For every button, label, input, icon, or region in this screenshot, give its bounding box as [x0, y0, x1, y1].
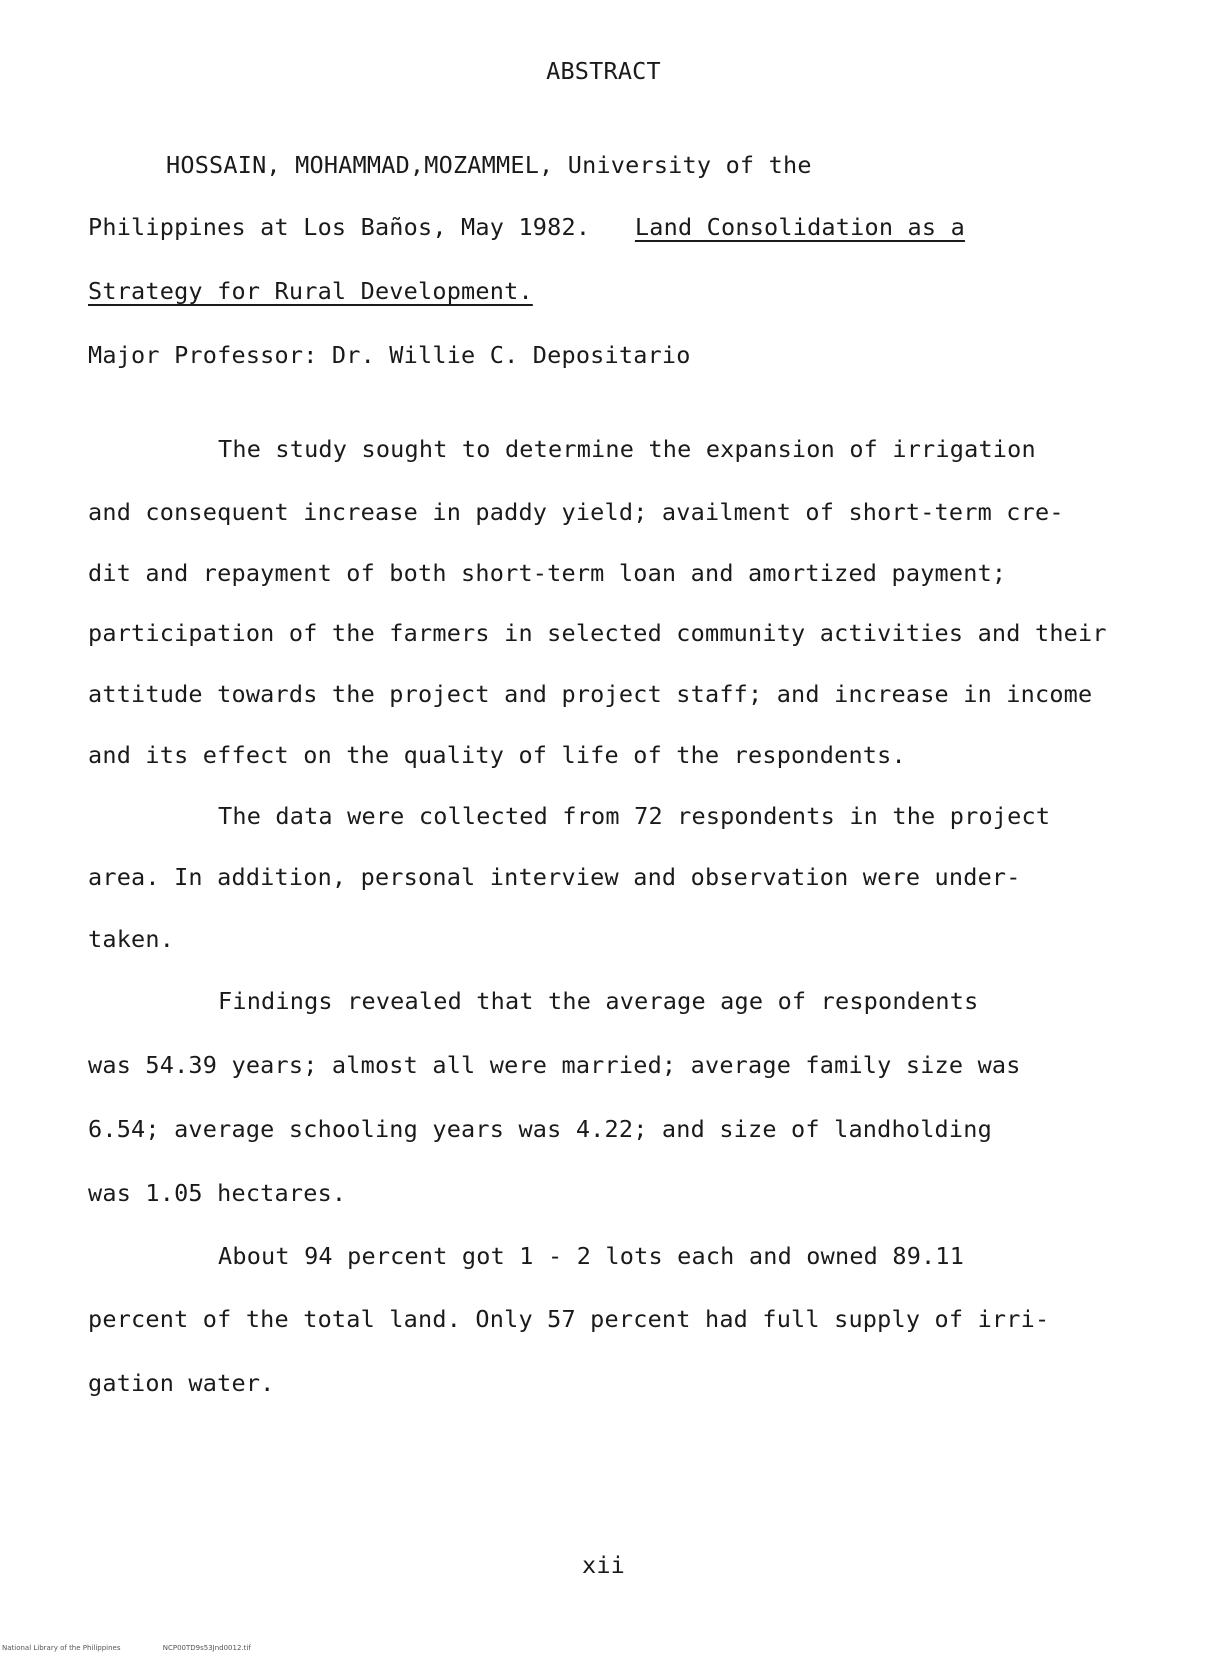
paragraph-3-line-4: was 1.05 hectares. [88, 1179, 347, 1207]
paragraph-2-line-3: taken. [88, 925, 175, 953]
paragraph-1-line-1: The study sought to determine the expansion of irrigation [218, 435, 1036, 463]
paragraph-4-line-2: percent of the total land. Only 57 percent had full supply of irri- [88, 1305, 1050, 1333]
footer-library: National Library of the Philippines [2, 1644, 121, 1652]
page-number: xii [581, 1551, 626, 1579]
paragraph-1-line-5: attitude towards the project and project staff; and increase in income [88, 680, 1093, 708]
citation-author-line: HOSSAIN, MOHAMMAD,MOZAMMEL, University of the [166, 151, 812, 179]
paragraph-1-line-4: participation of the farmers in selected community activities and their [88, 619, 1107, 647]
paragraph-3-line-1: Findings revealed that the average age of respondents [218, 987, 979, 1015]
paragraph-4-line-3: gation water. [88, 1369, 275, 1397]
paragraph-2-line-2: area. In addition, personal interview and observation were under- [88, 863, 1021, 891]
abstract-heading: ABSTRACT [546, 57, 661, 85]
paragraph-1-line-6: and its effect on the quality of life of the respondents. [88, 741, 906, 769]
paragraph-3-line-2: was 54.39 years; almost all were married; average family size was [88, 1051, 1021, 1079]
thesis-title-part2: Strategy for Rural Development. [88, 277, 533, 305]
citation-institution-line [88, 212, 965, 242]
paragraph-1-line-2: and consequent increase in paddy yield; availment of short-term cre- [88, 498, 1064, 526]
citation-institution: Philippines at Los Baños, May 1982. [88, 213, 591, 241]
paragraph-3-line-3: 6.54; average schooling years was 4.22; and size of landholding [88, 1115, 992, 1143]
footer-file: NCP00TD9s53Jnd0012.tif [162, 1644, 251, 1652]
major-professor: Major Professor: Dr. Willie C. Depositario [88, 341, 691, 369]
paragraph-1-line-3: dit and repayment of both short-term loan and amortized payment; [88, 559, 1007, 587]
citation-title-line [88, 276, 533, 306]
scan-footer [2, 1644, 291, 1653]
paragraph-2-line-1: The data were collected from 72 respondents in the project [218, 802, 1051, 830]
thesis-title-part1: Land Consolidation as a [634, 213, 965, 241]
paragraph-4-line-1: About 94 percent got 1 - 2 lots each and owned 89.11 [218, 1242, 965, 1270]
